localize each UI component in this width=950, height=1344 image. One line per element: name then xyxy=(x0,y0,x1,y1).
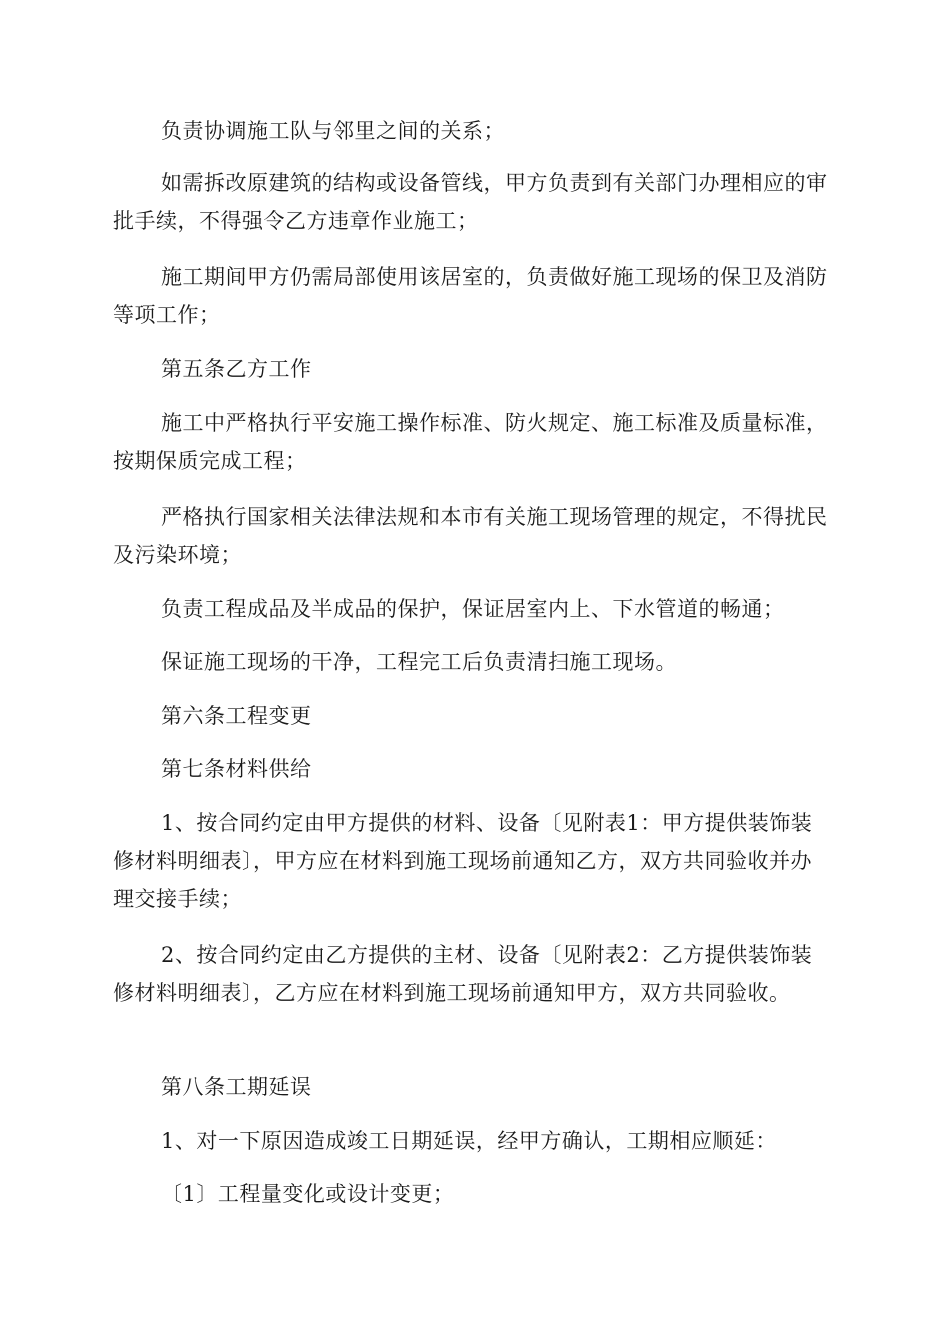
paragraph-site-cleaning: 保证施工现场的干净，工程完工后负责清扫施工现场。 xyxy=(161,650,677,674)
paragraph-party-b-materials: 2、按合同约定由乙方提供的主材、设备〔见附表2：乙方提供装饰装修材料明细表〕，乙方应在材料到施工现场前通知甲方，双方共同验收。 xyxy=(113,943,813,1005)
heading-article-6: 第六条工程变更 xyxy=(161,704,312,728)
paragraph-site-security: 施工期间甲方仍需局部使用该居室的，负责做好施工现场的保卫及消防等项工作； xyxy=(113,265,828,327)
paragraph-neighbor-coordination: 负责协调施工队与邻里之间的关系； xyxy=(161,119,505,143)
paragraph-delay-causes: 1、对一下原因造成竣工日期延误，经甲方确认，工期相应顺延： xyxy=(161,1129,777,1153)
paragraph-regulations: 严格执行国家相关法律法规和本市有关施工现场管理的规定，不得扰民及污染环境； xyxy=(113,505,828,567)
paragraph-party-a-materials: 1、按合同约定由甲方提供的材料、设备〔见附表1：甲方提供装饰装修材料明细表〕，甲方应在材料到施工现场前通知乙方，双方共同验收并办理交接手续； xyxy=(113,811,813,911)
paragraph-product-protection: 负责工程成品及半成品的保护，保证居室内上、下水管道的畅通； xyxy=(161,597,785,621)
paragraph-safety-standards: 施工中严格执行平安施工操作标准、防火规定、施工标准及质量标准，按期保质完成工程； xyxy=(113,411,828,473)
heading-article-8: 第八条工期延误 xyxy=(161,1075,312,1099)
paragraph-structure-modification: 如需拆改原建筑的结构或设备管线，甲方负责到有关部门办理相应的审批手续，不得强令乙方违章作业施工； xyxy=(113,171,828,233)
heading-article-7: 第七条材料供给 xyxy=(161,757,312,781)
list-item-design-change: 〔1〕工程量变化或设计变更； xyxy=(161,1182,455,1206)
heading-article-5: 第五条乙方工作 xyxy=(161,357,312,381)
